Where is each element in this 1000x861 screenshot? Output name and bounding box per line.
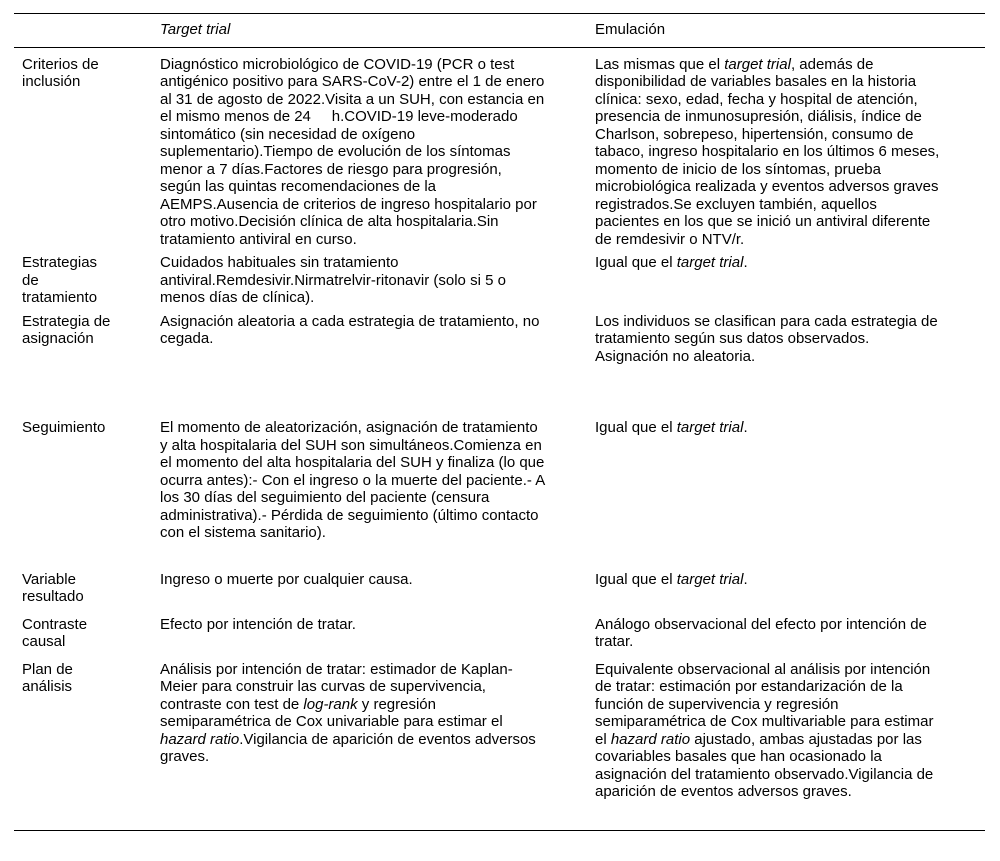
target-trial-cell: Cuidados habituales sin tratamiento antiviral.Remdesivir.Nirmatrelvir-ritonavir (solo si 5 o menos días de clínica). xyxy=(160,254,506,306)
target-trial-cell: Análisis por intención de tratar: estimador de Kaplan-Meier para construir las curvas de supervivencia, contraste con test de log-rank y regresión semiparamétrica de Cox univariable para estimar el hazard ratio.Vigilancia de aparición de eventos adversos graves. xyxy=(160,660,536,765)
header-cell-emulacion: Emulación xyxy=(595,14,985,48)
target-trial-cell: Ingreso o muerte por cualquier causa. xyxy=(160,570,413,588)
header-row xyxy=(14,14,985,48)
row-label-cell: Plan de análisis xyxy=(22,660,73,695)
row-label-cell: Contraste causal xyxy=(22,615,88,650)
header-cell-empty xyxy=(14,14,160,48)
row-label-cell: Criterios de inclusión xyxy=(22,55,99,90)
target-trial-cell: El momento de aleatorización, asignación de tratamiento y alta hospitalaria del SUH son simultáneos.Comienza en el momento del alta hospitalaria del SUH y finaliza (lo que ocurra antes):- Con el ingreso o la muerte del paciente.- A los 30 días del seguimiento del paciente (censura administrativa).- Pérdida de seguimiento (último contacto con el sistema sanitario). xyxy=(160,419,545,541)
emulacion-cell: Igual que el target trial. xyxy=(595,419,748,436)
row-label-cell: Seguimiento xyxy=(22,419,106,436)
row-label-cell: Estrategia de asignación xyxy=(22,312,111,347)
row-label-cell: Variable resultado xyxy=(22,570,84,605)
table-row xyxy=(14,419,985,571)
target-trial-cell: Asignación aleatoria a cada estrategia de tratamiento, no cegada. xyxy=(160,312,540,347)
target-trial-cell: Diagnóstico microbiológico de COVID-19 (PCR o test antigénico positivo para SARS-CoV-2) entre el 1 de enero al 31 de agosto de 2022.Visita a un SUH, con estancia en el mismo menos de 24 h.COVID-19 leve-moderado sintomático (sin necesidad de oxígeno suplementario).Tiempo de evolución de los síntomas menor a 7 días.Factores de riesgo para progresión, según las quintas recomendaciones de la AEMPS.Ausencia de criterios de ingreso hospitalario por otro motivo.Decisión clínica de alta hospitalaria.Sin tratamiento antiviral en curso. xyxy=(160,55,545,248)
table-row xyxy=(14,571,985,616)
header-cell-target-trial: Target trial xyxy=(160,14,595,48)
emulacion-cell: Las mismas que el target trial, además de disponibilidad de variables basales en la historia clínica: sexo, edad, fecha y hospital de atención, presencia de inmunosupresión, diálisis, índice de Charlson, sobrepeso, hipertensión, consumo de tabaco, ingreso hospitalario en los últimos 6 meses, momento de inicio de los síntomas, prueba microbiológica realizada y eventos adversos graves registrados.Se excluyen también, aquellos pacientes en los que se inició un antiviral diferente de remdesivir o NTV/r. xyxy=(595,55,940,248)
table-header xyxy=(14,14,985,48)
table-row xyxy=(14,47,985,254)
trial-emulation-table xyxy=(14,13,985,831)
table-row xyxy=(14,661,985,831)
table-row xyxy=(14,616,985,661)
emulacion-cell: Equivalente observacional al análisis por intención de tratar: estimación por estandarización de la función de supervivencia y regresión semiparamétrica de Cox multivariable para estimar el hazard ratio ajustado, ambas ajustadas por las covariables basales que han ocasionado la asignación del tratamiento observado.Vigilancia de aparición de eventos adversos graves. xyxy=(595,660,934,800)
table-row xyxy=(14,313,985,420)
emulacion-cell: Análogo observacional del efecto por intención de tratar. xyxy=(595,615,927,650)
table-row xyxy=(14,254,985,313)
table-body xyxy=(14,47,985,830)
target-trial-cell: Efecto por intención de tratar. xyxy=(160,615,356,633)
emulacion-cell: Igual que el target trial. xyxy=(595,254,748,271)
row-label-cell: Estrategias de tratamiento xyxy=(22,254,98,306)
emulacion-cell: Los individuos se clasifican para cada estrategia de tratamiento según sus datos observados. Asignación no aleatoria. xyxy=(595,312,938,365)
emulacion-cell: Igual que el target trial. xyxy=(595,570,748,588)
